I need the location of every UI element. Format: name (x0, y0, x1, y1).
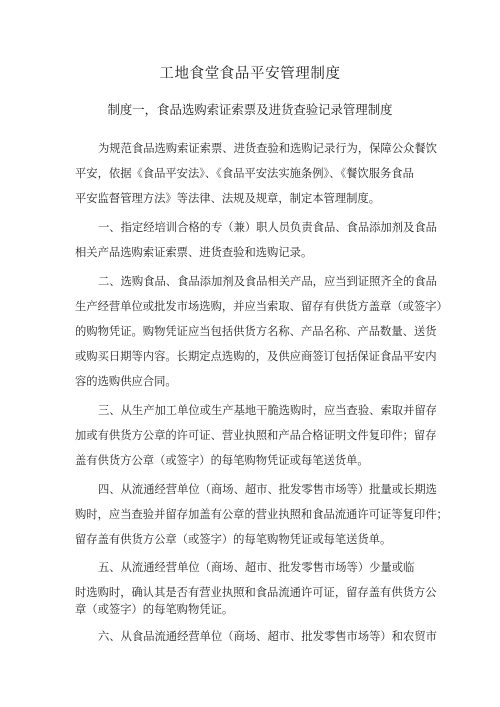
paragraph-line: 平安监督管理方法》等法律、法规及规章，制定本管理制度。 (75, 192, 381, 205)
paragraph-line: 加或有供货方公章的许可证、营业执照和产品合格证明文件复印件；留存 (75, 429, 437, 442)
paragraph-line: 二、选购食品、食品添加剂及食品相关产品，应当到证照齐全的食品 (98, 275, 437, 288)
paragraph-line: 三、从生产加工单位或生产基地干脆选购时，应当查验、索取并留存 (98, 404, 437, 417)
paragraph-line: 生产经营单位或批发市场选购，并应当索取、留存有供货方盖章（或签字） (75, 300, 448, 313)
paragraph-line: 平安，依据《食品平安法》、《食品平安法实施条例》、《餐饮服务食品 (75, 167, 414, 180)
paragraph-line: 章（或签字）的每笔购物凭证。 (75, 603, 234, 616)
paragraph-line: 为规范食品选购索证索票、进货查验和选购记录行为，保障公众餐饮 (98, 142, 437, 155)
paragraph-line: 相关产品选购索证索票、进货查验和选购记录。 (75, 246, 313, 259)
paragraph-line: 留存盖有供货方公章（或签字）的每笔购物凭证或每笔送货单。 (75, 533, 392, 546)
paragraph-line: 四、从流通经营单位（商场、超市、批发零售市场等）批量或长期选 (98, 483, 437, 496)
paragraph-line: 时选购时，确认其是否有营业执照和食品流通许可证，留存盖有供货方公 (75, 586, 437, 599)
document-title: 工地食堂食品平安管理制度 (159, 66, 341, 82)
paragraph-line: 盖有供货方公章（或签字）的每笔购物凭证或每笔送货单。 (75, 454, 369, 467)
paragraph-line: 六、从食品流通经营单位（商场、超市、批发零售市场等）和农贸市 (98, 630, 437, 643)
paragraph-line: 五、从流通经营单位（商场、超市、批发零售市场等）少量或临 (98, 561, 415, 574)
section-heading: 制度一，食品选购索证索票及进货查验记录管理制度 (107, 102, 393, 117)
paragraph-line: 容的选购供应合同。 (75, 375, 177, 388)
paragraph-line: 购时，应当查验并留存加盖有公章的营业执照和食品流通许可证等复印件； (75, 508, 448, 521)
paragraph-line: 一、指定经培训合格的专（兼）职人员负责食品、食品添加剂及食品 (98, 221, 437, 234)
paragraph-line: 的购物凭证。购物凭证应当包括供货方名称、产品名称、产品数量、送货 (75, 325, 437, 338)
paragraph-line: 或购买日期等内容。长期定点选购的，及供应商签订包括保证食品平安内 (75, 350, 437, 363)
